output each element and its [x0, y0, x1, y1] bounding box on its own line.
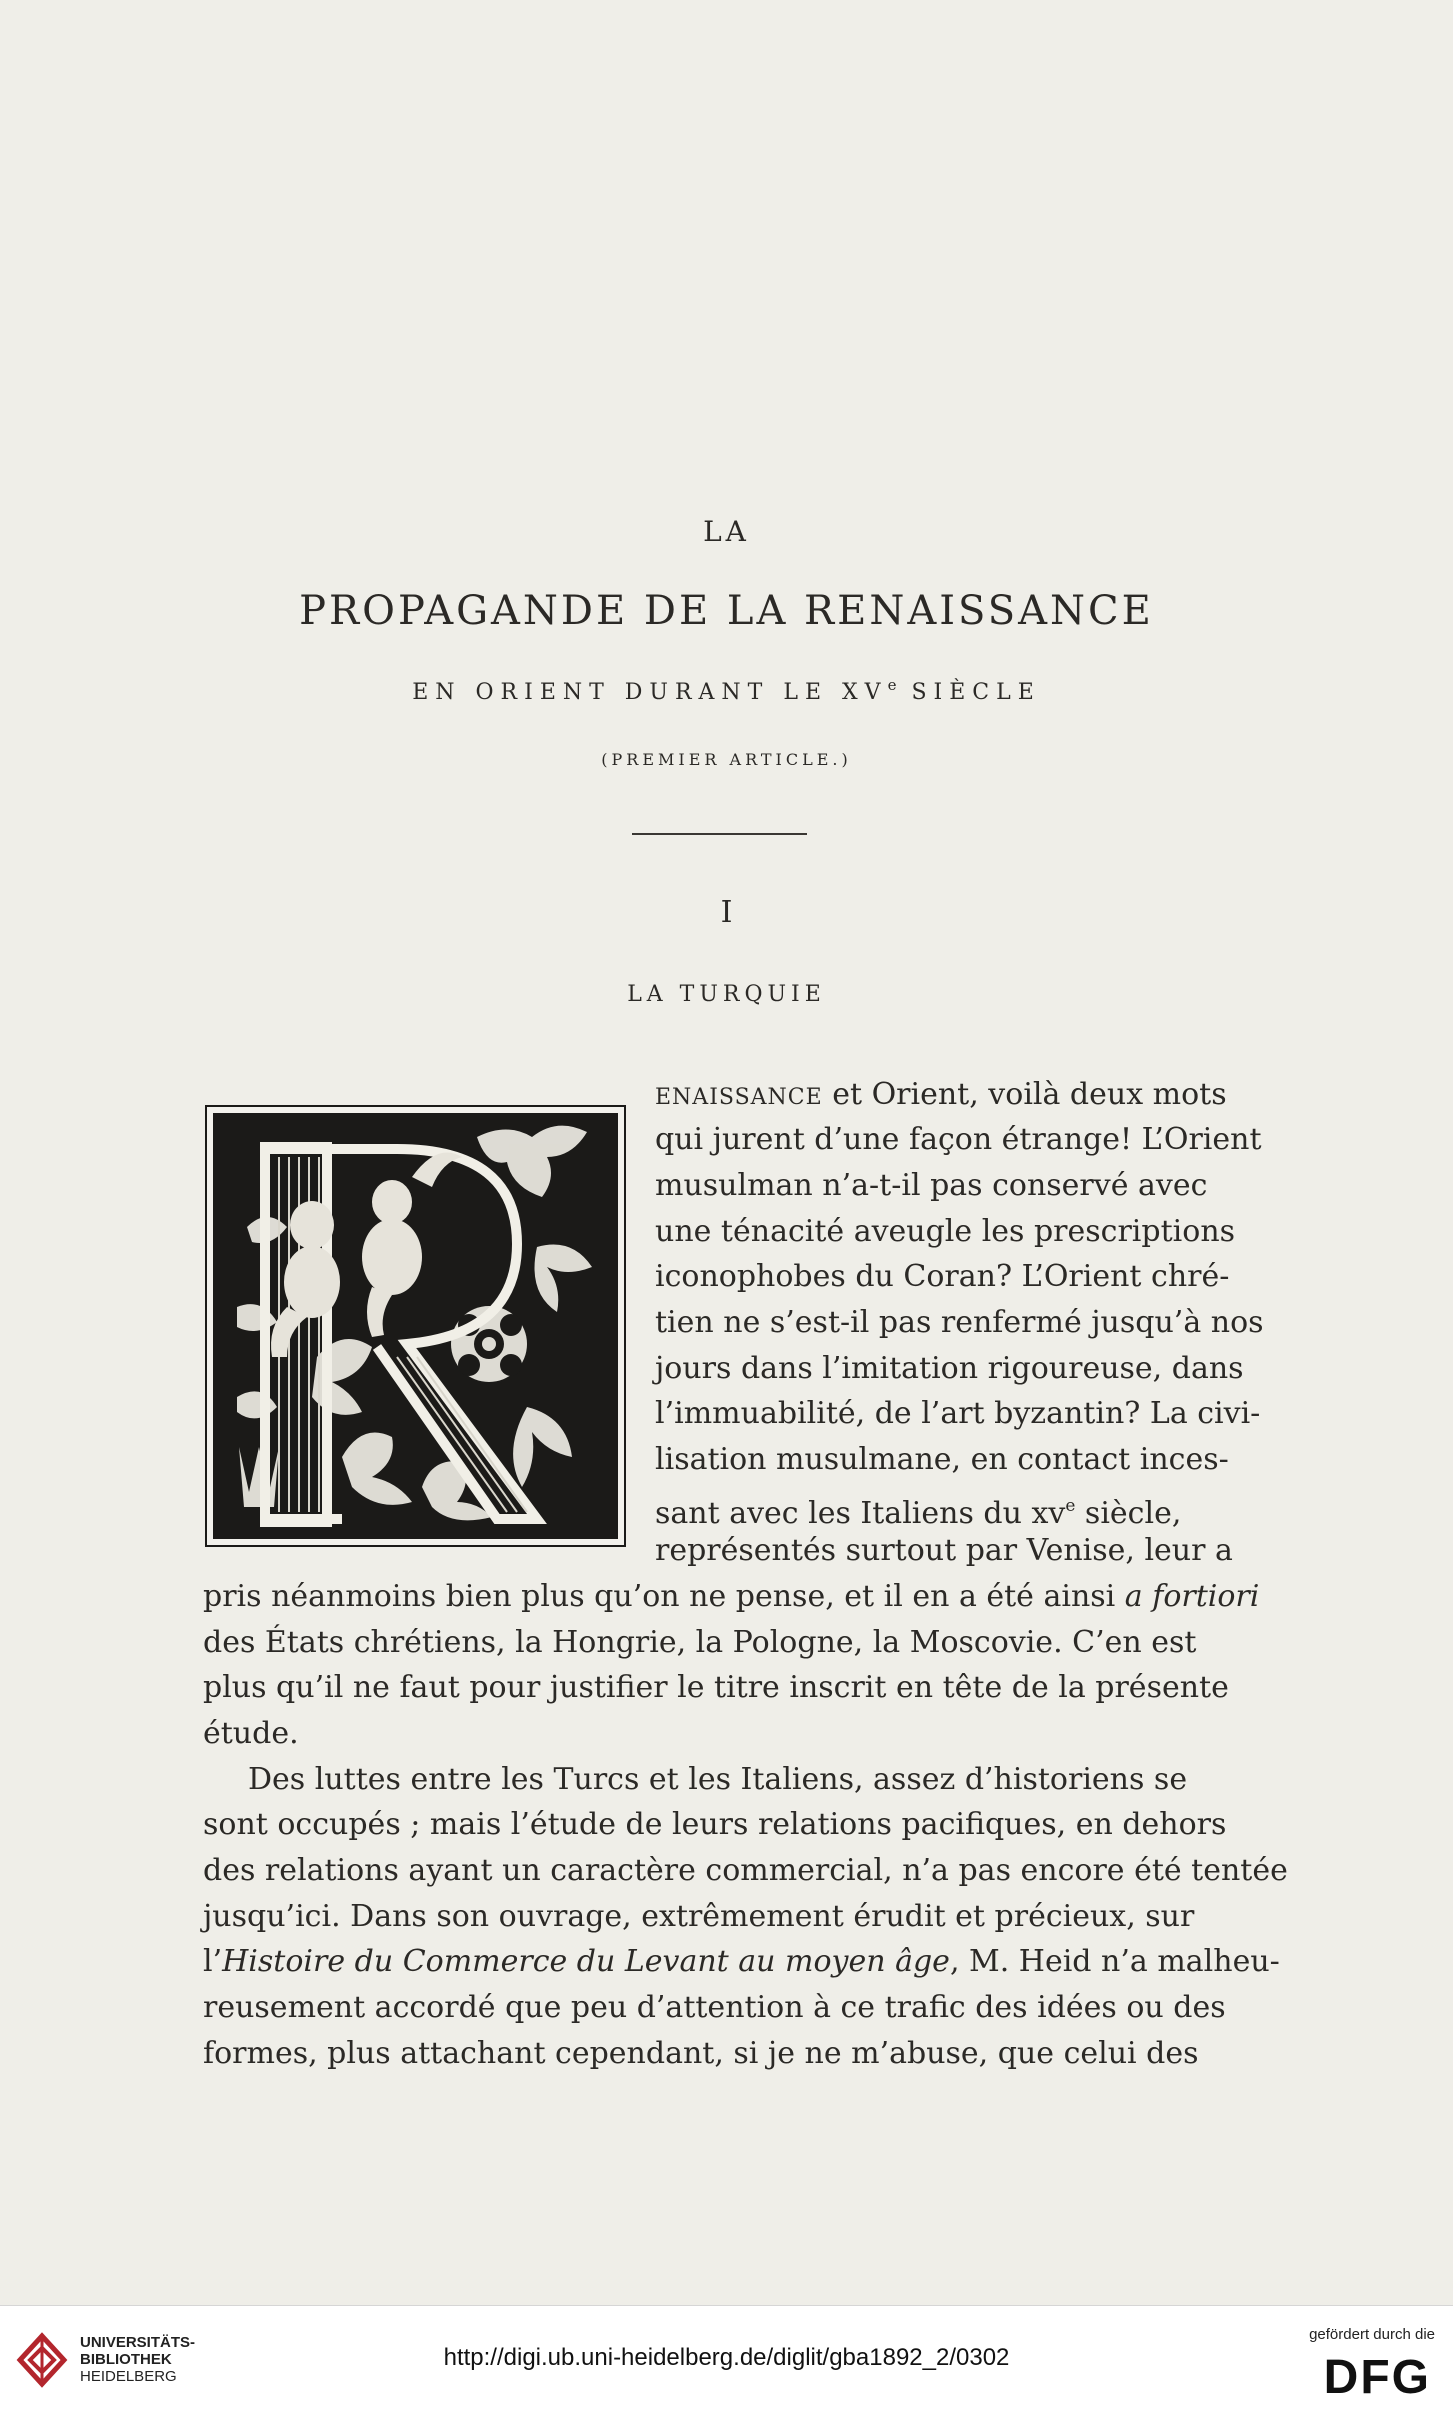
text-line-4: une ténacité aveugle les prescriptions [655, 1214, 1236, 1249]
text-line-2: qui jurent d’une façon étrange! L’Orient [655, 1122, 1262, 1157]
text-span: pris néanmoins bien plus qu’on ne pense, et il en a été ainsi [203, 1579, 1125, 1614]
decorated-initial [205, 1105, 626, 1547]
text-line-8: l’immuabilité, de l’art byzantin? La civi- [655, 1396, 1261, 1431]
text-span: et Orient, voilà deux mots [822, 1077, 1227, 1112]
decorated-initial-artwork [207, 1107, 624, 1545]
subtitle-text: EN ORIENT DURANT LE XV [412, 680, 888, 705]
text-line-15: étude. [203, 1716, 299, 1751]
text-line-1 [655, 1077, 1227, 1116]
page-title: PROPAGANDE DE LA RENAISSANCE [299, 588, 1154, 634]
permalink-url[interactable]: http://digi.ub.uni-heidelberg.de/diglit/gba1892_2/0302 [443, 2344, 1010, 2371]
smallcaps-opening: ENAISSANCE [655, 1085, 823, 1110]
text-line-21: reusement accordé que peu d’attention à ce trafic des idées ou des [203, 1990, 1226, 2025]
text-line-14: plus qu’il ne faut pour justifier le titre inscrit en tête de la présente [203, 1670, 1229, 1705]
dfg-logo[interactable]: DFG [1323, 2351, 1431, 2404]
text-line-7: jours dans l’imitation rigoureuse, dans [655, 1351, 1244, 1386]
heading-la: LA [703, 515, 750, 548]
section-title: LA TURQUIE [627, 982, 826, 1007]
text-span: , M. Heid n’a malheu- [949, 1944, 1280, 1979]
text-line-16: Des luttes entre les Turcs et les Italiens, assez d’historiens se [248, 1762, 1188, 1797]
text-line-17: sont occupés ; mais l’étude de leurs relations pacifiques, en dehors [203, 1807, 1227, 1842]
text-line-9: lisation musulmane, en contact inces- [655, 1442, 1229, 1477]
text-line-3: musulman n’a-t-il pas conservé avec [655, 1168, 1208, 1203]
article-note: (PREMIER ARTICLE.) [601, 750, 852, 769]
text-line-20 [203, 1944, 1280, 1980]
funding-note: gefördert durch die [1309, 2326, 1435, 2343]
text-line-5: iconophobes du Coran? L’Orient chré- [655, 1259, 1230, 1294]
text-line-10 [655, 1488, 1181, 1532]
section-number: I [720, 895, 733, 930]
text-line-12 [203, 1579, 1259, 1615]
library-name-line: HEIDELBERG [80, 2368, 177, 2385]
viewer-footer [0, 2305, 1453, 2412]
superscript: e [1065, 1496, 1076, 1516]
text-span: siècle, [1075, 1496, 1182, 1531]
subtitle [0, 676, 1453, 705]
text-line-18: des relations ayant un caractère commercial, n’a pas encore été tentée [203, 1853, 1288, 1888]
text-line-22: formes, plus attachant cependant, si je ne m’abuse, que celui des [203, 2036, 1199, 2071]
divider [632, 833, 807, 835]
text-line-19: jusqu’ici. Dans son ouvrage, extrêmement érudit et précieux, sur [203, 1899, 1195, 1934]
library-name-line: BIBLIOTHEK [80, 2351, 172, 2368]
subtitle-superscript: e [887, 676, 898, 694]
italic-phrase: a fortiori [1124, 1579, 1260, 1614]
text-line-13: des États chrétiens, la Hongrie, la Pologne, la Moscovie. C’en est [203, 1625, 1197, 1660]
text-span: l’ [203, 1944, 223, 1979]
text-line-11: représentés surtout par Venise, leur a [655, 1533, 1233, 1568]
text-span: sant avec les Italiens du xv [655, 1496, 1066, 1531]
library-name-line: UNIVERSITÄTS- [80, 2334, 196, 2351]
italic-title: Histoire du Commerce du Levant au moyen âge [222, 1944, 950, 1979]
text-line-6: tien ne s’est-il pas renfermé jusqu’à nos [655, 1305, 1264, 1340]
subtitle-text-end: SIÈCLE [897, 680, 1041, 705]
